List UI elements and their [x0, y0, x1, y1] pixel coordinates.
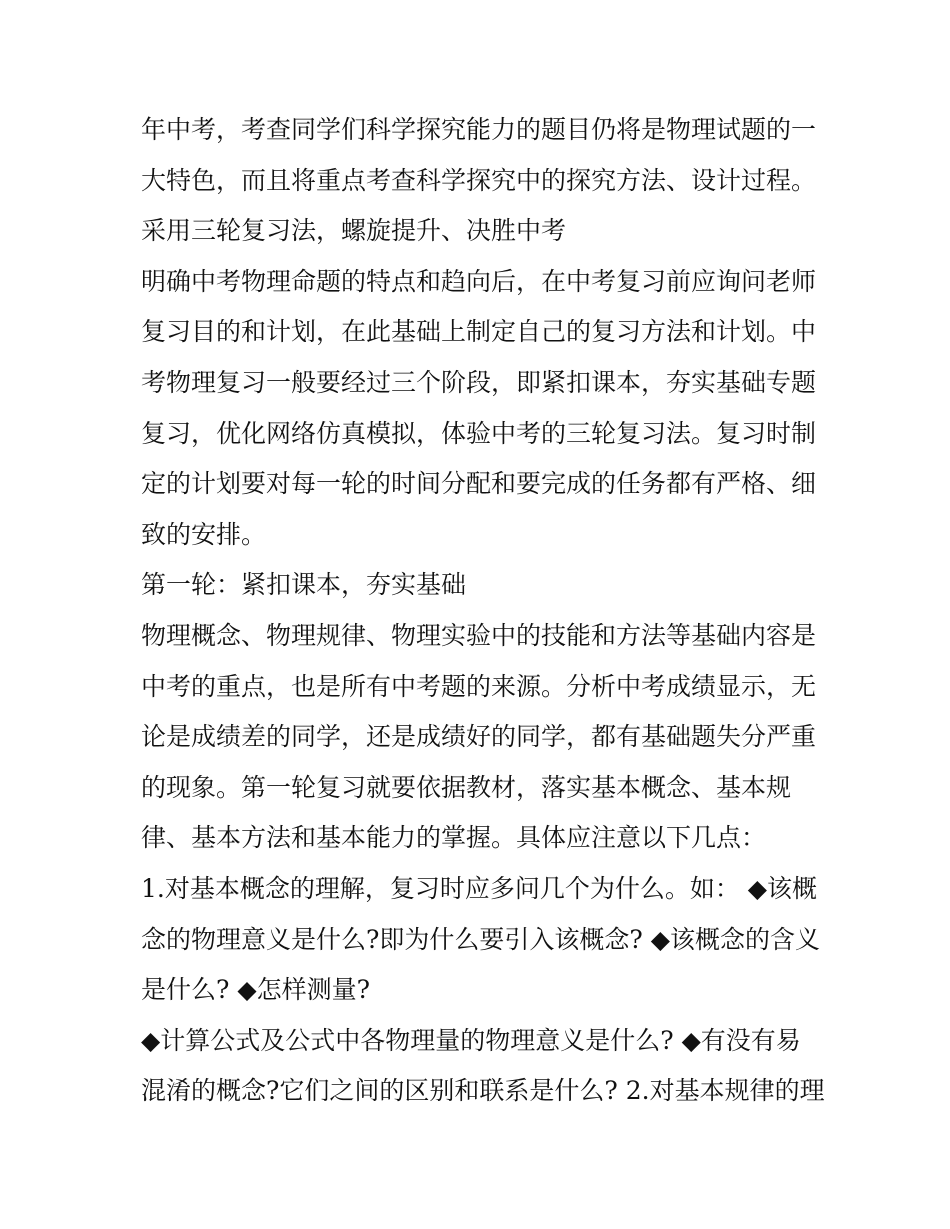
paragraph-line: 复习，优化网络仿真模拟，体验中考的三轮复习法。复习时制 [141, 418, 817, 448]
section-heading: 第一轮：紧扣课本，夯实基础 [141, 570, 467, 600]
paragraph-line: 是什么? ◆怎样测量? [141, 975, 370, 1005]
paragraph-line: 念的物理意义是什么?即为什么要引入该概念? ◆该概念的含义 [141, 924, 820, 954]
paragraph-line: 的现象。第一轮复习就要依据教材，落实基本概念、基本规 [141, 772, 792, 802]
paragraph-line: 明确中考物理命题的特点和趋向后，在中考复习前应询问老师 [141, 266, 817, 296]
paragraph-line: 1.对基本概念的理解，复习时应多问几个为什么。如： ◆该概 [141, 873, 818, 903]
paragraph-line: 定的计划要对每一轮的时间分配和要完成的任务都有严格、细 [141, 469, 817, 499]
paragraph-line: 律、基本方法和基本能力的掌握。具体应注意以下几点： [141, 823, 767, 853]
paragraph-line: 复习目的和计划，在此基础上制定自己的复习方法和计划。中 [141, 317, 817, 347]
paragraph-line: 致的安排。 [141, 519, 267, 549]
paragraph-line: 大特色，而且将重点考查科学探究中的探究方法、设计过程。 [141, 165, 817, 195]
paragraph-line: 论是成绩差的同学，还是成绩好的同学，都有基础题失分严重 [141, 722, 817, 752]
paragraph-line: 物理概念、物理规律、物理实验中的技能和方法等基础内容是 [141, 620, 817, 650]
paragraph-line: 混淆的概念?它们之间的区别和联系是什么? 2.对基本规律的理 [141, 1076, 825, 1106]
paragraph-line: ◆计算公式及公式中各物理量的物理意义是什么? ◆有没有易 [141, 1025, 801, 1055]
section-heading: 采用三轮复习法，螺旋提升、决胜中考 [141, 216, 567, 246]
paragraph-line: 考物理复习一般要经过三个阶段，即紧扣课本，夯实基础专题 [141, 367, 817, 397]
paragraph-line: 中考的重点，也是所有中考题的来源。分析中考成绩显示，无 [141, 671, 817, 701]
paragraph-line: 年中考，考查同学们科学探究能力的题目仍将是物理试题的一 [141, 115, 817, 144]
document-page [141, 105, 825, 1117]
